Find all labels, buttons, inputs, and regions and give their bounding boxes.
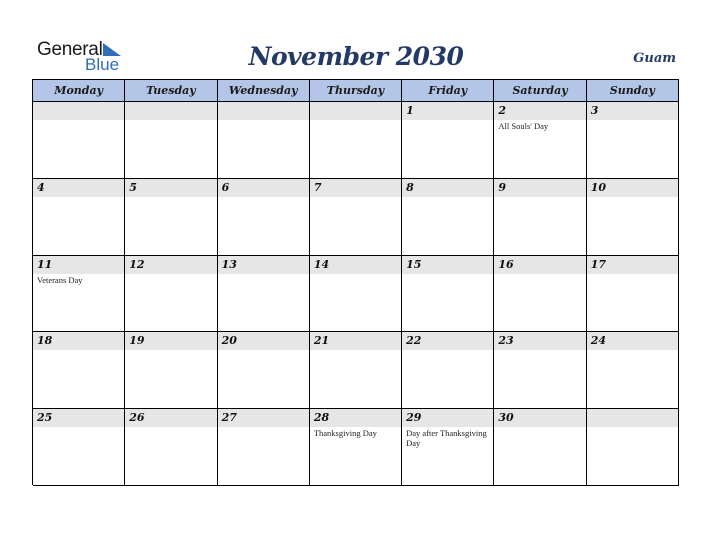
weekday-header-monday: Monday — [33, 80, 125, 102]
calendar-title: November 2030 — [248, 42, 464, 71]
day-number: 10 — [590, 180, 606, 194]
day-number-band — [125, 179, 216, 197]
day-number: 28 — [313, 411, 330, 425]
weekday-header-tuesday: Tuesday — [125, 80, 217, 102]
day-number-band — [587, 102, 678, 120]
day-number-band — [33, 102, 124, 120]
day-number: 24 — [590, 334, 606, 348]
weekday-header-saturday: Saturday — [494, 80, 586, 102]
day-number: 22 — [406, 334, 422, 348]
day-number-band — [494, 102, 585, 120]
day-cell — [218, 102, 310, 179]
holiday-label: Veterans Day — [37, 274, 83, 285]
holiday-label: Thanksgiving Day — [313, 428, 377, 439]
day-cell — [218, 409, 310, 486]
day-cell — [310, 102, 402, 179]
region-label: Guam — [633, 51, 676, 66]
logo-general-text: General — [37, 39, 103, 60]
calendar-week-row — [33, 332, 679, 409]
day-cell — [402, 332, 494, 409]
day-number-band — [494, 179, 585, 197]
day-number: 20 — [221, 334, 237, 348]
calendar-weeks — [33, 102, 679, 486]
day-number-band — [310, 102, 401, 120]
day-number: 15 — [406, 257, 422, 271]
day-cell — [587, 332, 679, 409]
day-cell — [125, 256, 217, 333]
day-cell — [125, 102, 217, 179]
day-cell — [402, 409, 494, 486]
day-cell — [587, 102, 679, 179]
calendar-grid — [32, 79, 679, 485]
day-number-band — [125, 102, 216, 120]
day-cell — [587, 256, 679, 333]
day-cell — [494, 256, 586, 333]
generalblue-logo — [37, 39, 127, 75]
day-number: 12 — [129, 257, 145, 271]
day-number: 11 — [37, 257, 53, 271]
day-cell — [125, 179, 217, 256]
day-number-band — [587, 409, 678, 427]
day-number: 2 — [498, 104, 507, 117]
day-cell — [402, 102, 494, 179]
day-cell — [33, 256, 125, 333]
logo-blue-text: Blue — [85, 55, 120, 74]
calendar-week-row — [33, 179, 679, 256]
day-number: 30 — [498, 411, 514, 425]
day-number: 29 — [406, 411, 422, 425]
day-cell — [218, 179, 310, 256]
day-cell — [33, 179, 125, 256]
day-cell — [402, 179, 494, 256]
day-cell — [125, 409, 217, 486]
day-cell — [33, 332, 125, 409]
day-number: 9 — [498, 180, 507, 194]
day-number-band — [310, 179, 401, 197]
day-cell — [218, 332, 310, 409]
day-cell — [33, 102, 125, 179]
day-number: 17 — [590, 257, 606, 271]
day-cell — [402, 256, 494, 333]
day-cell — [310, 409, 402, 486]
day-cell — [494, 179, 586, 256]
holiday-label: All Souls' Day — [498, 121, 549, 131]
weekday-header-sunday: Sunday — [587, 80, 679, 102]
day-cell — [587, 179, 679, 256]
day-cell — [587, 409, 679, 486]
day-cell — [33, 409, 125, 486]
day-number: 4 — [37, 180, 45, 194]
day-cell — [494, 102, 586, 179]
day-cell — [310, 256, 402, 333]
calendar-week-row — [33, 256, 679, 333]
day-number: 14 — [313, 257, 330, 271]
day-number: 18 — [37, 334, 53, 348]
day-number: 19 — [129, 334, 145, 348]
day-cell — [310, 332, 402, 409]
day-number: 5 — [129, 180, 137, 194]
day-number-band — [402, 102, 493, 120]
day-number: 23 — [498, 334, 514, 348]
day-number: 25 — [37, 411, 53, 425]
day-number: 3 — [590, 104, 599, 117]
day-number: 13 — [221, 257, 237, 271]
day-number-band — [218, 179, 309, 197]
day-cell — [494, 332, 586, 409]
day-number: 8 — [406, 180, 414, 194]
day-cell — [310, 179, 402, 256]
day-number: 1 — [406, 104, 414, 117]
weekday-header-thursday: Thursday — [310, 80, 402, 102]
day-cell — [494, 409, 586, 486]
day-number: 21 — [313, 334, 330, 348]
day-number: 26 — [129, 411, 145, 425]
day-number-band — [33, 179, 124, 197]
weekday-header-row — [33, 80, 679, 102]
calendar-week-row — [33, 409, 679, 486]
weekday-header-friday: Friday — [402, 80, 494, 102]
day-cell — [218, 256, 310, 333]
day-number-band — [402, 179, 493, 197]
day-number: 27 — [221, 411, 237, 425]
day-cell — [125, 332, 217, 409]
day-number: 7 — [313, 180, 322, 194]
weekday-header-wednesday: Wednesday — [218, 80, 310, 102]
holiday-label: Day after Thanksgiving Day — [406, 428, 487, 449]
day-number: 16 — [498, 257, 514, 271]
day-number-band — [218, 102, 309, 120]
calendar-week-row — [33, 102, 679, 179]
day-number: 6 — [221, 180, 230, 194]
